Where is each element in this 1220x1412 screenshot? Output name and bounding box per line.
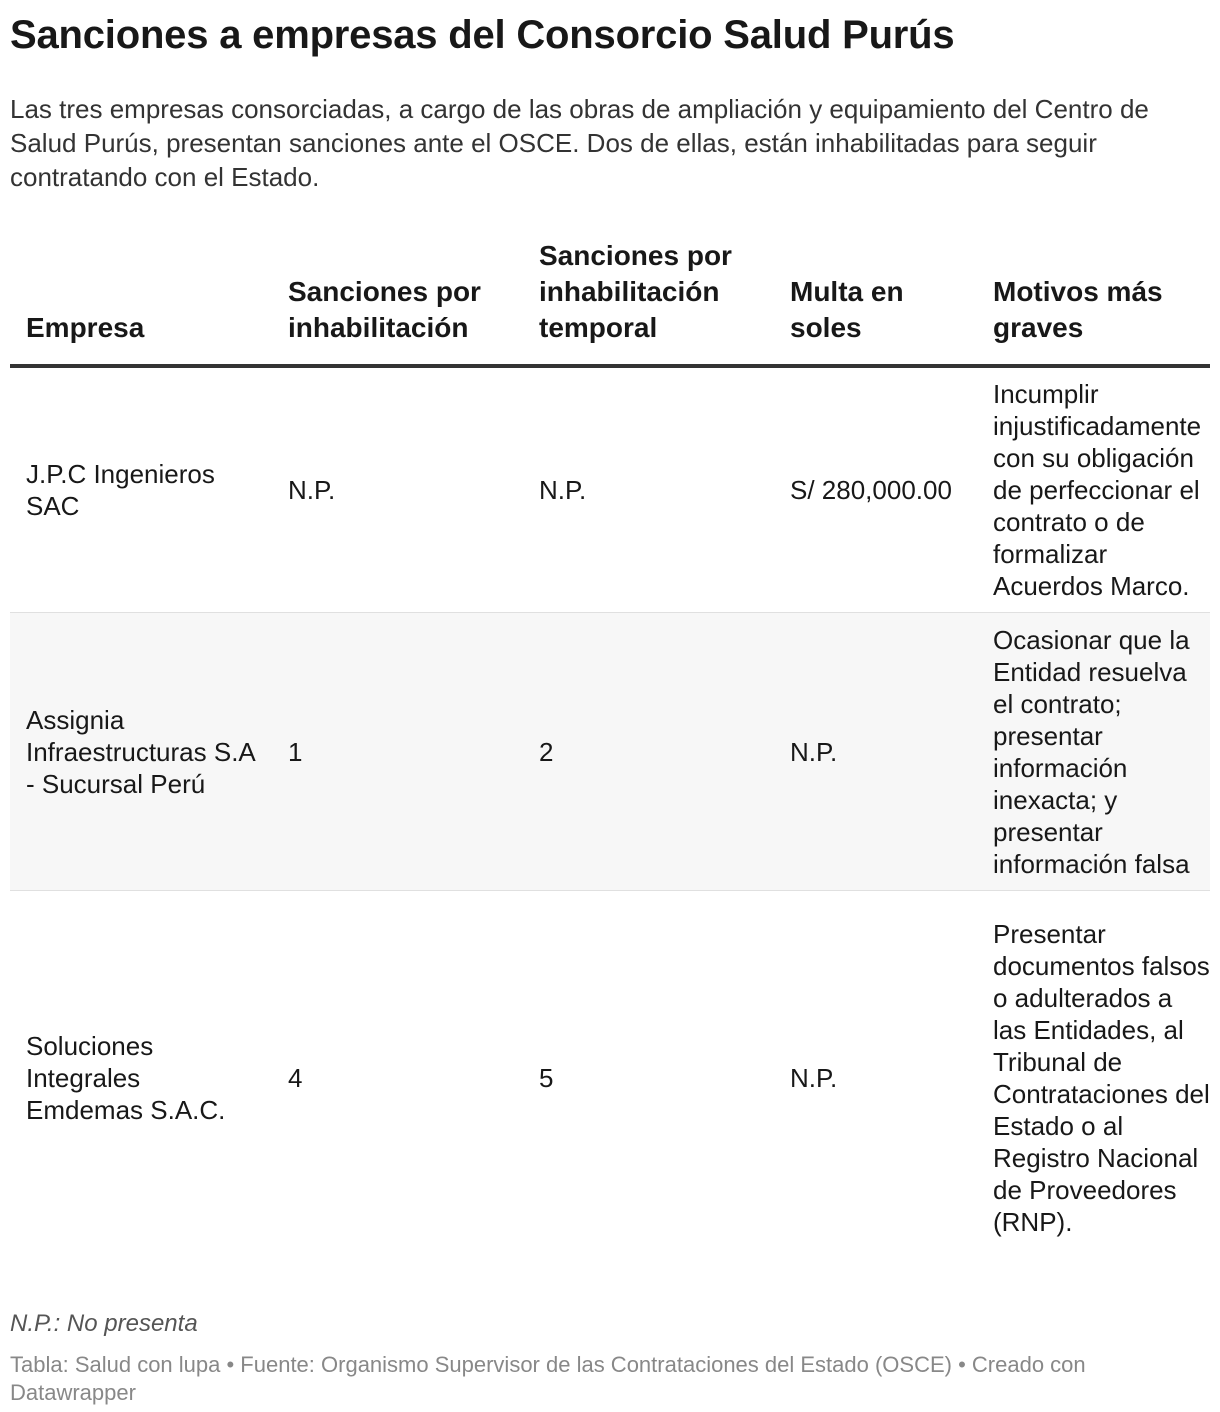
cell-inhabilitacion: 1 xyxy=(288,736,303,767)
chart-description: Las tres empresas consorciadas, a cargo de las obras de ampliación y equipamiento del Centro de Salud Purús, presentan sanciones ante el OSCE. Dos de ellas, están inhabilitadas para seguir contratando con el Estado. xyxy=(10,94,1149,192)
cell-empresa: J.P.C Ingenieros SAC xyxy=(26,459,215,521)
cell-inhabilitacion: N.P. xyxy=(288,475,336,505)
header-inhabilitacion-temporal: Sanciones por inhabilitación temporal xyxy=(523,238,774,366)
chart-title: Sanciones a empresas del Consorcio Salud Purús xyxy=(10,13,955,57)
header-empresa: Empresa xyxy=(10,238,272,366)
source-footer: Tabla: Salud con lupa • Fuente: Organismo Supervisor de las Contrataciones del Estado (OSCE) • Creado con Datawrapper xyxy=(10,1351,1086,1405)
footnote: N.P.: No presenta xyxy=(10,1309,198,1337)
cell-motivos: Presentar documentos falsos o adulterados a las Entidades, al Tribunal de Contrataciones del Estado o al Registro Nacional de Proveedores (RNP). xyxy=(993,918,1210,1237)
cell-empresa: Soluciones Integrales Emdemas S.A.C. xyxy=(26,1030,226,1125)
header-multa: Multa en soles xyxy=(774,238,977,366)
cell-empresa: Assignia Infraestructuras S.A - Sucursal Perú xyxy=(26,704,255,799)
cell-multa: S/ 280,000.00 xyxy=(790,475,952,505)
cell-motivos: Ocasionar que la Entidad resuelva el contrato; presentar información inexacta; y presentar información falsa xyxy=(993,624,1190,879)
header-inhabilitacion: Sanciones por inhabilitación xyxy=(272,238,523,366)
table-row xyxy=(10,891,1210,1265)
table-header-row xyxy=(10,238,1210,366)
cell-temporal: 2 xyxy=(539,736,554,767)
sanctions-table xyxy=(10,238,1210,1265)
cell-motivos: Incumplir injustificadamente con su obligación de perfeccionar el contrato o de formalizar Acuerdos Marco. xyxy=(993,379,1202,601)
table-row xyxy=(10,613,1210,891)
cell-temporal: 5 xyxy=(539,1062,554,1093)
cell-inhabilitacion: 4 xyxy=(288,1062,303,1093)
cell-multa: N.P. xyxy=(790,736,838,767)
cell-temporal: N.P. xyxy=(539,475,587,505)
cell-multa: N.P. xyxy=(790,1062,838,1093)
header-motivos: Motivos más graves xyxy=(977,238,1210,366)
table-row xyxy=(10,366,1210,613)
